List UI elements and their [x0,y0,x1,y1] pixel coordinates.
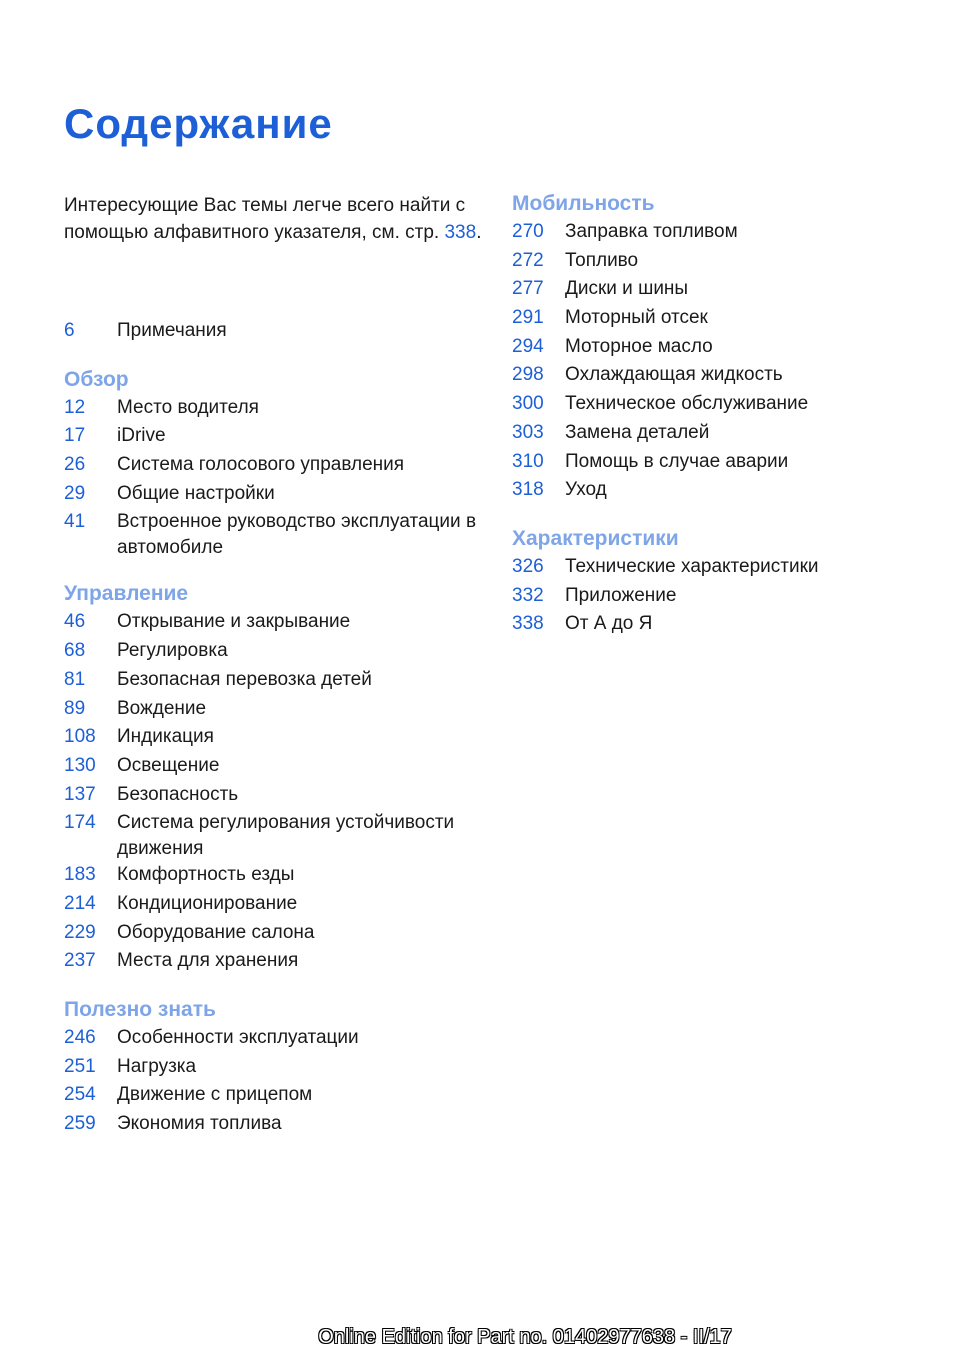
toc-entry[interactable] [512,391,912,420]
intro-end: . [476,222,482,243]
toc-section [64,579,494,977]
toc-page-number[interactable]: 294 [512,335,544,357]
toc-entry[interactable] [64,1025,494,1054]
intro-page-ref-link[interactable]: 338 [444,222,477,243]
toc-page-number[interactable]: 108 [64,726,96,748]
toc-entry-label[interactable]: Места для хранения [117,950,299,972]
toc-entry-label[interactable]: Место водителя [117,396,259,418]
toc-entry-label[interactable]: Открывание и закрывание [117,611,351,633]
toc-entry[interactable] [64,891,494,920]
toc-entry-label[interactable]: Диски и шины [565,278,689,300]
toc-entry-label[interactable]: Приложение [565,584,677,606]
toc-entry[interactable] [64,1054,494,1083]
toc-page-number[interactable]: 26 [64,454,86,476]
section-title: Характеристики [512,526,679,550]
toc-left-column [64,318,494,1158]
toc-page-number[interactable]: 174 [64,812,96,834]
toc-entry[interactable] [64,753,494,782]
toc-page-number[interactable]: 272 [512,249,544,271]
toc-entry-label[interactable]: Уход [565,479,607,501]
toc-entry-label[interactable]: Заправка топливом [565,221,738,242]
toc-entry[interactable] [64,696,494,725]
toc-entry-label[interactable]: Индикация [117,726,214,748]
toc-entry-label[interactable]: Регулировка [117,640,228,662]
toc-page-number[interactable]: 17 [64,425,86,447]
toc-entry[interactable] [64,481,494,510]
toc-page-number[interactable]: 300 [512,393,544,415]
toc-entry[interactable] [512,583,912,612]
toc-page-number[interactable]: 303 [512,421,544,443]
toc-entry-label[interactable]: От А до Я [565,613,653,635]
toc-entry[interactable] [64,452,494,481]
toc-entry-label[interactable]: Встроенное руководство эксплуатации в автомобиле [117,511,477,559]
toc-section [512,189,912,506]
toc-page-number[interactable]: 332 [512,584,544,606]
toc-page-number[interactable]: 29 [64,482,86,504]
toc-entry[interactable] [512,477,912,506]
toc-entry-label[interactable]: Безопасность [117,783,239,805]
toc-page-number[interactable]: 12 [64,396,86,418]
toc-entry[interactable] [64,609,494,638]
toc-page-number[interactable]: 89 [64,697,86,719]
toc-entry-label[interactable]: Моторное масло [565,335,713,357]
toc-entry[interactable] [512,334,912,363]
toc-entry[interactable] [512,248,912,277]
toc-entry-label[interactable]: Техническое обслуживание [565,393,809,415]
toc-page-number[interactable]: 310 [512,450,544,472]
toc-page-number[interactable]: 237 [64,950,96,972]
toc-entry-label[interactable]: Движение с прицепом [117,1084,313,1106]
toc-entry[interactable] [512,420,912,449]
footer-edition: Online Edition for Part no. 01402977638 - II/17 [318,1326,732,1348]
toc-entry[interactable] [512,362,912,391]
toc-page-number[interactable]: 246 [64,1027,96,1048]
toc-page-number[interactable]: 183 [64,864,96,886]
toc-page-number[interactable]: 298 [512,364,544,386]
section-title: Полезно знать [64,998,216,1021]
section-title: Управление [64,582,189,606]
toc-entry[interactable] [64,1082,494,1111]
toc-page-number[interactable]: 81 [64,668,86,690]
toc-page-number[interactable]: 68 [64,640,86,662]
section-title: Мобильность [512,192,655,215]
toc-entry-label[interactable]: Кондиционирование [117,892,298,914]
toc-section [64,365,494,562]
toc-page-number[interactable]: 338 [512,613,544,635]
toc-page-number[interactable]: 259 [64,1113,96,1135]
toc-page-number[interactable]: 46 [64,611,86,633]
toc-entry[interactable] [64,667,494,696]
toc-entry[interactable] [512,276,912,305]
toc-page-number[interactable]: 254 [64,1084,96,1106]
toc-entry[interactable] [64,638,494,667]
toc-entry-label[interactable]: Комфортность езды [117,864,295,886]
toc-section [64,995,494,1140]
section-title: Обзор [64,367,129,391]
toc-right-column [512,189,912,658]
toc-page-number[interactable]: 251 [64,1055,96,1077]
toc-entry[interactable] [64,1111,494,1140]
toc-entry-label[interactable]: Освещение [117,754,220,776]
toc-section [512,524,912,640]
toc-page-number[interactable]: 270 [512,221,544,242]
toc-page-number[interactable]: 326 [512,555,544,577]
toc-entry-label[interactable]: Топливо [565,249,639,271]
toc-entry[interactable] [512,554,912,583]
toc-entry-label[interactable]: Безопасная перевозка детей [117,668,372,690]
toc-entry-label[interactable]: Моторный отсек [565,307,708,329]
toc-entry-label[interactable]: Технические характеристики [565,555,819,577]
toc-page-number[interactable]: 229 [64,921,96,943]
toc-entry-label[interactable]: Общие настройки [117,482,275,504]
toc-page-number[interactable]: 137 [64,783,96,805]
toc-page-number[interactable]: 277 [512,278,544,300]
page-title: Содержание [64,100,333,147]
toc-entry-label[interactable]: Особенности эксплуатации [117,1027,359,1048]
toc-entry[interactable] [64,948,494,977]
intro-text: Интересующие Вас темы легче всего найти с помощью алфавитного указателя, см. стр. [64,195,466,243]
toc-page-number[interactable]: 291 [512,307,544,329]
toc-entry-label[interactable]: Помощь в случае аварии [565,450,789,472]
toc-page-number[interactable]: 214 [64,892,96,914]
toc-entry-label[interactable]: Оборудование салона [117,921,315,943]
toc-page-number[interactable]: 41 [64,511,86,533]
toc-entry[interactable] [64,509,494,561]
toc-entry[interactable] [512,611,912,640]
toc-entry[interactable] [64,862,494,891]
toc-entry[interactable] [512,449,912,478]
toc-entry[interactable] [64,782,494,811]
toc-entry[interactable] [64,423,494,452]
toc-page-number[interactable]: 318 [512,479,544,501]
toc-entry[interactable] [64,724,494,753]
toc-entry[interactable] [64,810,494,862]
toc-entry-label[interactable]: Нагрузка [117,1055,197,1077]
toc-entry[interactable] [64,395,494,424]
toc-entry[interactable] [64,920,494,949]
toc-entry[interactable] [64,318,494,347]
toc-section [64,318,494,347]
toc-page-number[interactable]: 6 [64,320,75,341]
toc-entry[interactable] [512,219,912,248]
toc-entry-label[interactable]: iDrive [117,425,166,447]
toc-entry-label[interactable]: Примечания [117,320,227,341]
intro-paragraph [64,192,494,246]
toc-entry-label[interactable]: Замена деталей [565,421,710,443]
toc-entry-label[interactable]: Экономия топлива [117,1113,282,1135]
toc-entry[interactable] [512,305,912,334]
toc-entry-label[interactable]: Система голосового управления [117,454,405,476]
toc-page-number[interactable]: 130 [64,754,96,776]
toc-entry-label[interactable]: Вождение [117,697,207,719]
toc-entry-label[interactable]: Охлаждающая жидкость [565,364,783,386]
toc-entry-label[interactable]: Система регулирования устойчивости движения [117,812,455,860]
